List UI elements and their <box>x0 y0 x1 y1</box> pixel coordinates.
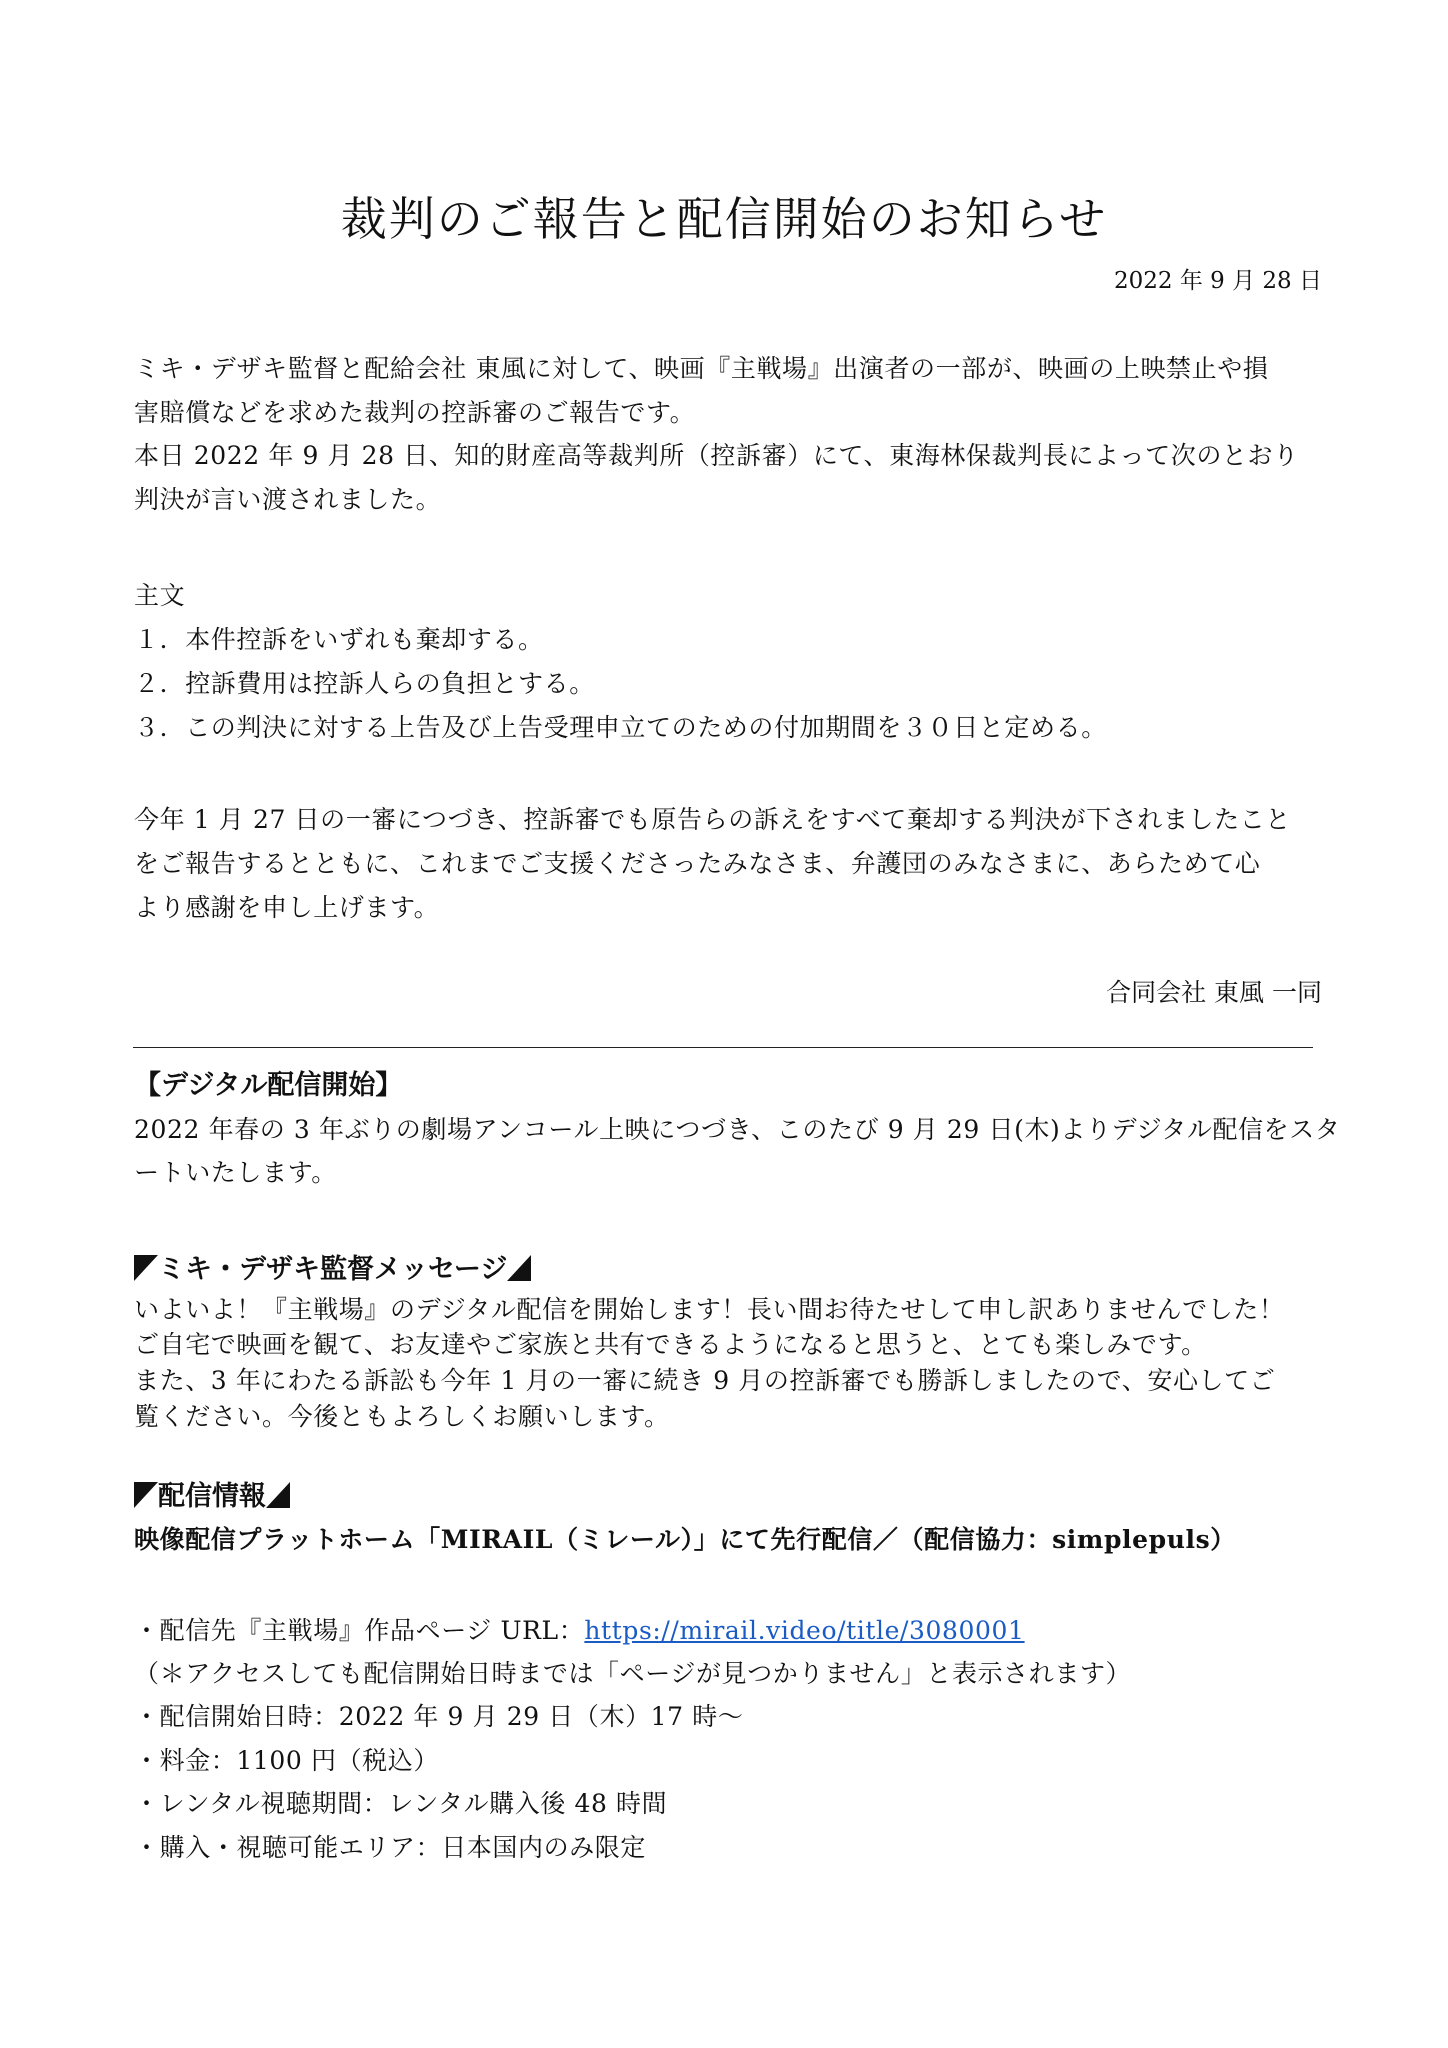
triangle-left-icon <box>134 1255 158 1281</box>
message-heading-text: ミキ・デザキ監督メッセージ <box>158 1254 508 1285</box>
triangle-right-icon <box>266 1482 290 1508</box>
message-line: いよいよ！『主戦場』のデジタル配信を開始します！長い間お待たせして申し訳ありませんでした！ <box>134 1295 1285 1324</box>
section-divider <box>133 1047 1313 1048</box>
report-line: 本日 2022 年 9 月 28 日、知的財産高等裁判所（控訴審）にて、東海林保裁判長によって次のとおり <box>134 441 1299 470</box>
signature: 合同会社 東風 一同 <box>1106 978 1322 1007</box>
shubun-item: １．本件控訴をいずれも棄却する。 <box>134 625 544 654</box>
digital-line: 2022 年春の 3 年ぶりの劇場アンコール上映につづき、このたび 9 月 29 日(木)よりデジタル配信をスタ <box>134 1115 1341 1144</box>
info-rental: ・レンタル視聴期間：レンタル購入後 48 時間 <box>134 1789 668 1818</box>
message-line: また、3 年にわたる訴訟も今年 1 月の一審に続き 9 月の控訴審でも勝訴しましたので、安心してご <box>134 1366 1276 1395</box>
info-url-line <box>134 1611 1025 1647</box>
digital-heading: 【デジタル配信開始】 <box>134 1070 403 1101</box>
digital-line: ートいたします。 <box>134 1158 337 1187</box>
shubun-item: ３．この判決に対する上告及び上告受理申立てのための付加期間を３０日と定める。 <box>134 713 1107 742</box>
message-line: ご自宅で映画を観て、お友達やご家族と共有できるようになると思うと、とても楽しみです。 <box>134 1330 1207 1359</box>
info-url-label: ・配信先『主戦場』作品ページ URL： <box>134 1616 585 1645</box>
triangle-left-icon <box>134 1482 158 1508</box>
message-heading <box>134 1247 531 1286</box>
message-line: 覧ください。今後ともよろしくお願いします。 <box>134 1402 670 1431</box>
info-start: ・配信開始日時：2022 年 9 月 29 日（木）17 時〜 <box>134 1702 744 1731</box>
closing-line: より感謝を申し上げます。 <box>134 893 440 922</box>
info-note: （＊アクセスしても配信開始日時までは「ページが見つかりません」と表示されます） <box>134 1659 1132 1688</box>
triangle-right-icon <box>507 1255 531 1281</box>
page-title: 裁判のご報告と配信開始のお知らせ <box>340 192 1108 246</box>
work-page-link[interactable]: https://mirail.video/title/3080001 <box>584 1616 1025 1645</box>
info-heading <box>134 1474 290 1513</box>
document-date: 2022 年 9 月 28 日 <box>1114 268 1322 294</box>
report-line: 判決が言い渡されました。 <box>134 485 442 514</box>
report-line: ミキ・デザキ監督と配給会社 東風に対して、映画『主戦場』出演者の一部が、映画の上映禁止や損 <box>134 354 1269 383</box>
closing-line: 今年 1 月 27 日の一審につづき、控訴審でも原告らの訴えをすべて棄却する判決が下されましたこと <box>134 805 1291 834</box>
report-line: 害賠償などを求めた裁判の控訴審のご報告です。 <box>134 398 696 427</box>
closing-line: をご報告するとともに、これまでご支援くださったみなさま、弁護団のみなさまに、あらためて心 <box>134 849 1261 878</box>
info-subheading: 映像配信プラットホーム「MIRAIL（ミレール）」にて先行配信／（配信協力：simplepuls） <box>134 1525 1236 1554</box>
shubun-item: ２．控訴費用は控訴人らの負担とする。 <box>134 669 595 698</box>
info-price: ・料金：1100 円（税込） <box>134 1746 439 1775</box>
shubun-label: 主文 <box>134 581 186 610</box>
info-heading-text: 配信情報 <box>158 1481 266 1512</box>
info-area: ・購入・視聴可能エリア：日本国内のみ限定 <box>134 1833 647 1862</box>
